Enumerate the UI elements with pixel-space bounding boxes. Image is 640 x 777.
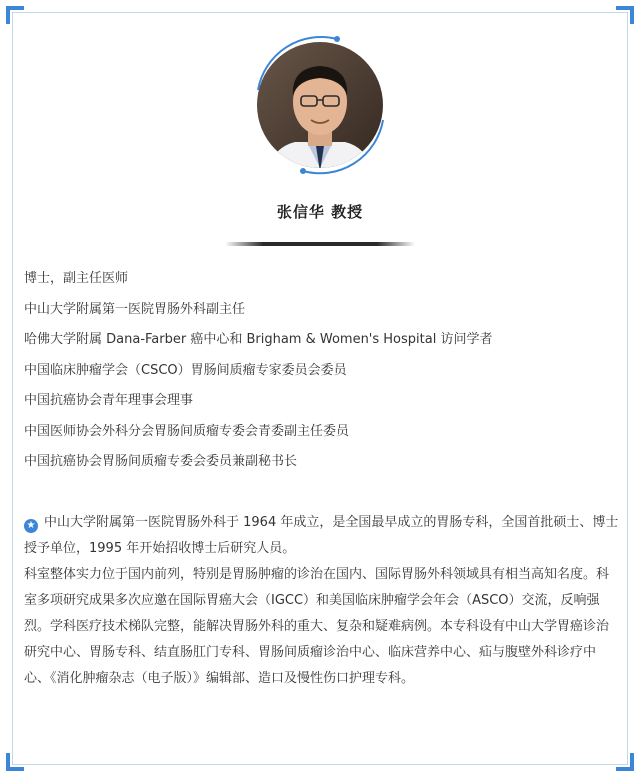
intro-paragraph-1-text: 中山大学附属第一医院胃肠外科于 1964 年成立，是全国最早成立的胃肠专科，全国首批硕士、博士授予单位，1995 年开始招收博士后研究人员。: [24, 515, 619, 556]
credential-item: 中国抗癌协会胃肠间质瘤专委会委员兼副秘书长: [24, 454, 298, 469]
portrait-photo: [245, 30, 395, 180]
intro-paragraph-2: 科室整体实力位于国内前列，特别是胃肠肿瘤的诊治在国内、国际胃肠外科领域具有相当高知名度。科室多项研究成果多次应邀在国际胃癌大会（IGCC）和美国临床肿瘤学会年会（ASCO）交流，反响强烈。学科医疗技术梯队完整，能解决胃肠外科的重大、复杂和疑难病例。本专科设有中山大学胃癌诊治研究中心、胃肠专科、结直肠肛门专科、胃肠间质瘤诊治中心、临床营养中心、疝与腹壁外科诊疗中心、《消化肿瘤杂志（电子版）》编辑部、造口及慢性伤口护理专科。: [24, 567, 610, 686]
frame-corner-bottom-left: [6, 753, 24, 771]
doctor-name: 张信华 教授: [276, 203, 364, 221]
credentials-list: [24, 264, 624, 478]
intro-paragraph-1: [24, 510, 620, 562]
credential-item: 中国临床肿瘤学会（CSCO）胃肠间质瘤专家委员会委员: [24, 362, 347, 378]
frame-corner-top-left: [6, 6, 24, 24]
frame-corner-bottom-right: [616, 753, 634, 771]
credential-item: 博士，副主任医师: [24, 271, 129, 286]
portrait: [245, 30, 395, 180]
credential-item: 中国抗癌协会青年理事会理事: [24, 393, 194, 408]
star-icon: ★: [24, 519, 38, 533]
name-underline-divider: [225, 242, 415, 246]
department-intro: [24, 510, 620, 692]
credential-item: 中国医师协会外科分会胃肠间质瘤专委会青委副主任委员: [24, 423, 350, 439]
credential-item: 哈佛大学附属 Dana-Farber 癌中心和 Brigham & Women's Hospital 访问学者: [24, 332, 493, 347]
credential-item: 中山大学附属第一医院胃肠外科副主任: [24, 301, 246, 317]
frame-corner-top-right: [616, 6, 634, 24]
